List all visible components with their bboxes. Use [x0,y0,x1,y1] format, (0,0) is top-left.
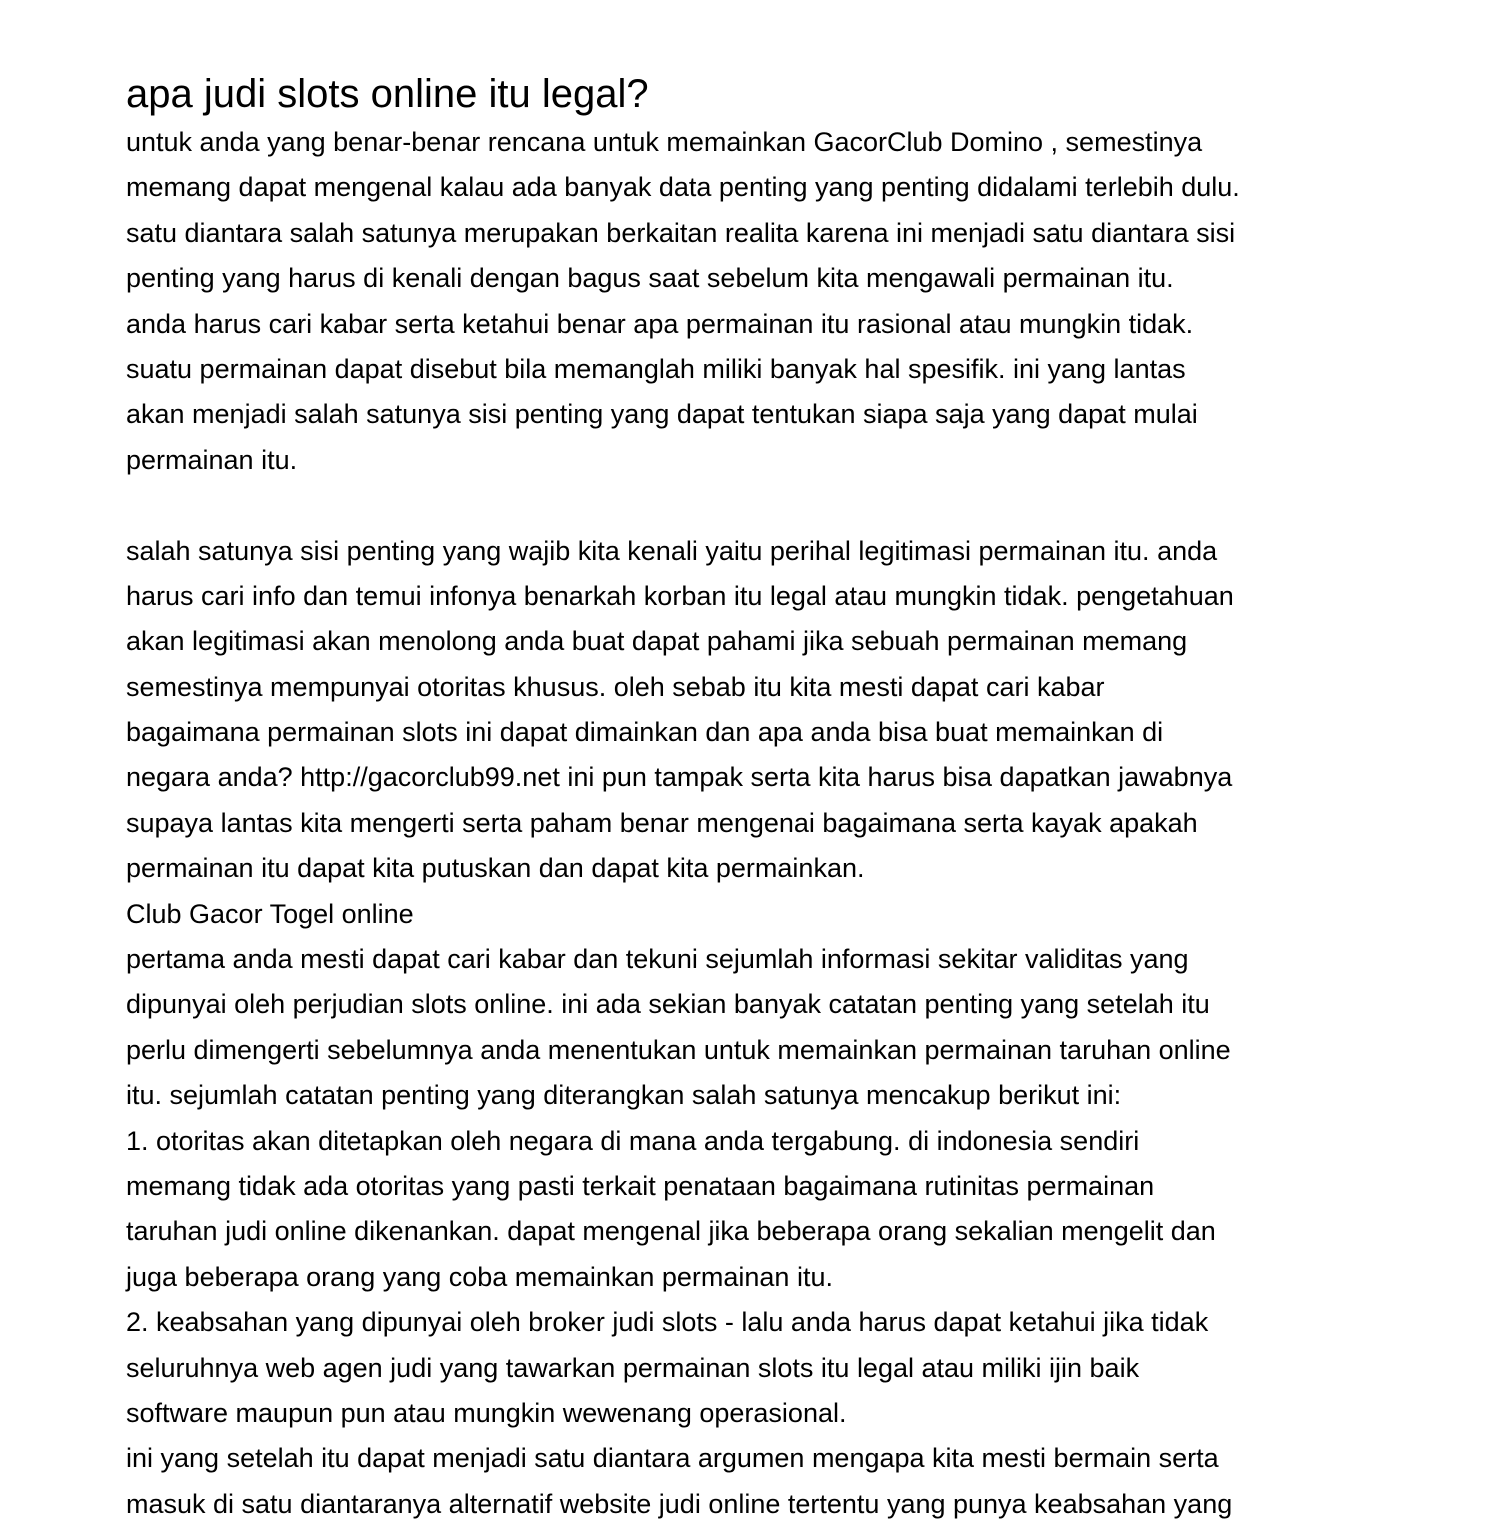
text-line: itu. sejumlah catatan penting yang diterangkan salah satunya mencakup berikut ini: [126,1080,1122,1111]
paragraph-intro [126,120,1386,483]
text-line: masuk di satu diantaranya alternatif website judi online tertentu yang punya keabsahan yang [126,1488,1233,1519]
text-line: ini yang setelah itu dapat menjadi satu diantara argumen mengapa kita mesti bermain serta [126,1443,1219,1474]
text-line: juga beberapa orang yang coba memainkan permainan itu. [126,1261,833,1292]
paragraph-conclusion [126,1436,1386,1527]
paragraph-validity [126,937,1386,1119]
text-line: supaya lantas kita mengerti serta paham benar mengenai bagaimana serta kayak apakah [126,807,1198,838]
text-line: pertama anda mesti dapat cari kabar dan tekuni sejumlah informasi sekitar validitas yang [126,944,1189,975]
text-line: suatu permainan dapat disebut bila memanglah miliki banyak hal spesifik. ini yang lantas [126,353,1186,384]
text-line: taruhan judi online dikenankan. dapat mengenal jika beberapa orang sekalian mengelit dan [126,1216,1216,1247]
text-line: software maupun pun atau mungkin wewenang operasional. [126,1397,847,1428]
list-item-authority [126,1119,1386,1301]
text-line: negara anda? http://gacorclub99.net ini pun tampak serta kita harus bisa dapatkan jawabnya [126,762,1233,793]
text-line: penting yang harus di kenali dengan bagus saat sebelum kita mengawali permainan itu. [126,263,1174,294]
document-body [126,66,1386,1527]
text-line: 1. otoritas akan ditetapkan oleh negara di mana anda tergabung. di indonesia sendiri [126,1125,1140,1156]
text-line: memang tidak ada otoritas yang pasti terkait penataan bagaimana rutinitas permainan [126,1170,1155,1201]
text-line: seluruhnya web agen judi yang tawarkan permainan slots itu legal atau miliki ijin baik [126,1352,1140,1383]
text-line: akan menjadi salah satunya sisi penting yang dapat tentukan siapa saja yang dapat mulai [126,399,1198,430]
list-item-broker-validity [126,1300,1386,1436]
text-line: satu diantara salah satunya merupakan berkaitan realita karena ini menjadi satu diantara sisi [126,217,1236,248]
text-line: untuk anda yang benar-benar rencana untuk memainkan GacorClub Domino , semestinya [126,127,1203,157]
text-line: harus cari info dan temui infonya benarkah korban itu legal atau mungkin tidak. pengetahuan [126,580,1234,611]
text-line: perlu dimengerti sebelumnya anda menentukan untuk memainkan permainan taruhan online [126,1034,1231,1065]
text-line: permainan itu. [126,444,298,475]
paragraph-spacer [126,483,1386,528]
text-line: permainan itu dapat kita putuskan dan dapat kita permainkan. [126,853,865,884]
text-line: 2. keabsahan yang dipunyai oleh broker judi slots - lalu anda harus dapat ketahui jika tidak [126,1307,1209,1338]
text-line: memang dapat mengenal kalau ada banyak data penting yang penting didalami terlebih dulu. [126,172,1240,203]
section-subheading: Club Gacor Togel online [126,898,414,929]
paragraph-legitimacy [126,529,1386,892]
text-line: salah satunya sisi penting yang wajib kita kenali yaitu perihal legitimasi permainan itu. anda [126,535,1218,566]
text-line: bagaimana permainan slots ini dapat dimainkan dan apa anda bisa buat memainkan di [126,717,1164,748]
text-line: semestinya mempunyai otoritas khusus. oleh sebab itu kita mesti dapat cari kabar [126,671,1105,702]
text-line: dipunyai oleh perjudian slots online. ini ada sekian banyak catatan penting yang setelah itu [126,989,1210,1020]
text-line: anda harus cari kabar serta ketahui benar apa permainan itu rasional atau mungkin tidak. [126,308,1194,339]
page-title: apa judi slots online itu legal? [126,72,649,116]
text-line: akan legitimasi akan menolong anda buat dapat pahami jika sebuah permainan memang [126,626,1188,657]
